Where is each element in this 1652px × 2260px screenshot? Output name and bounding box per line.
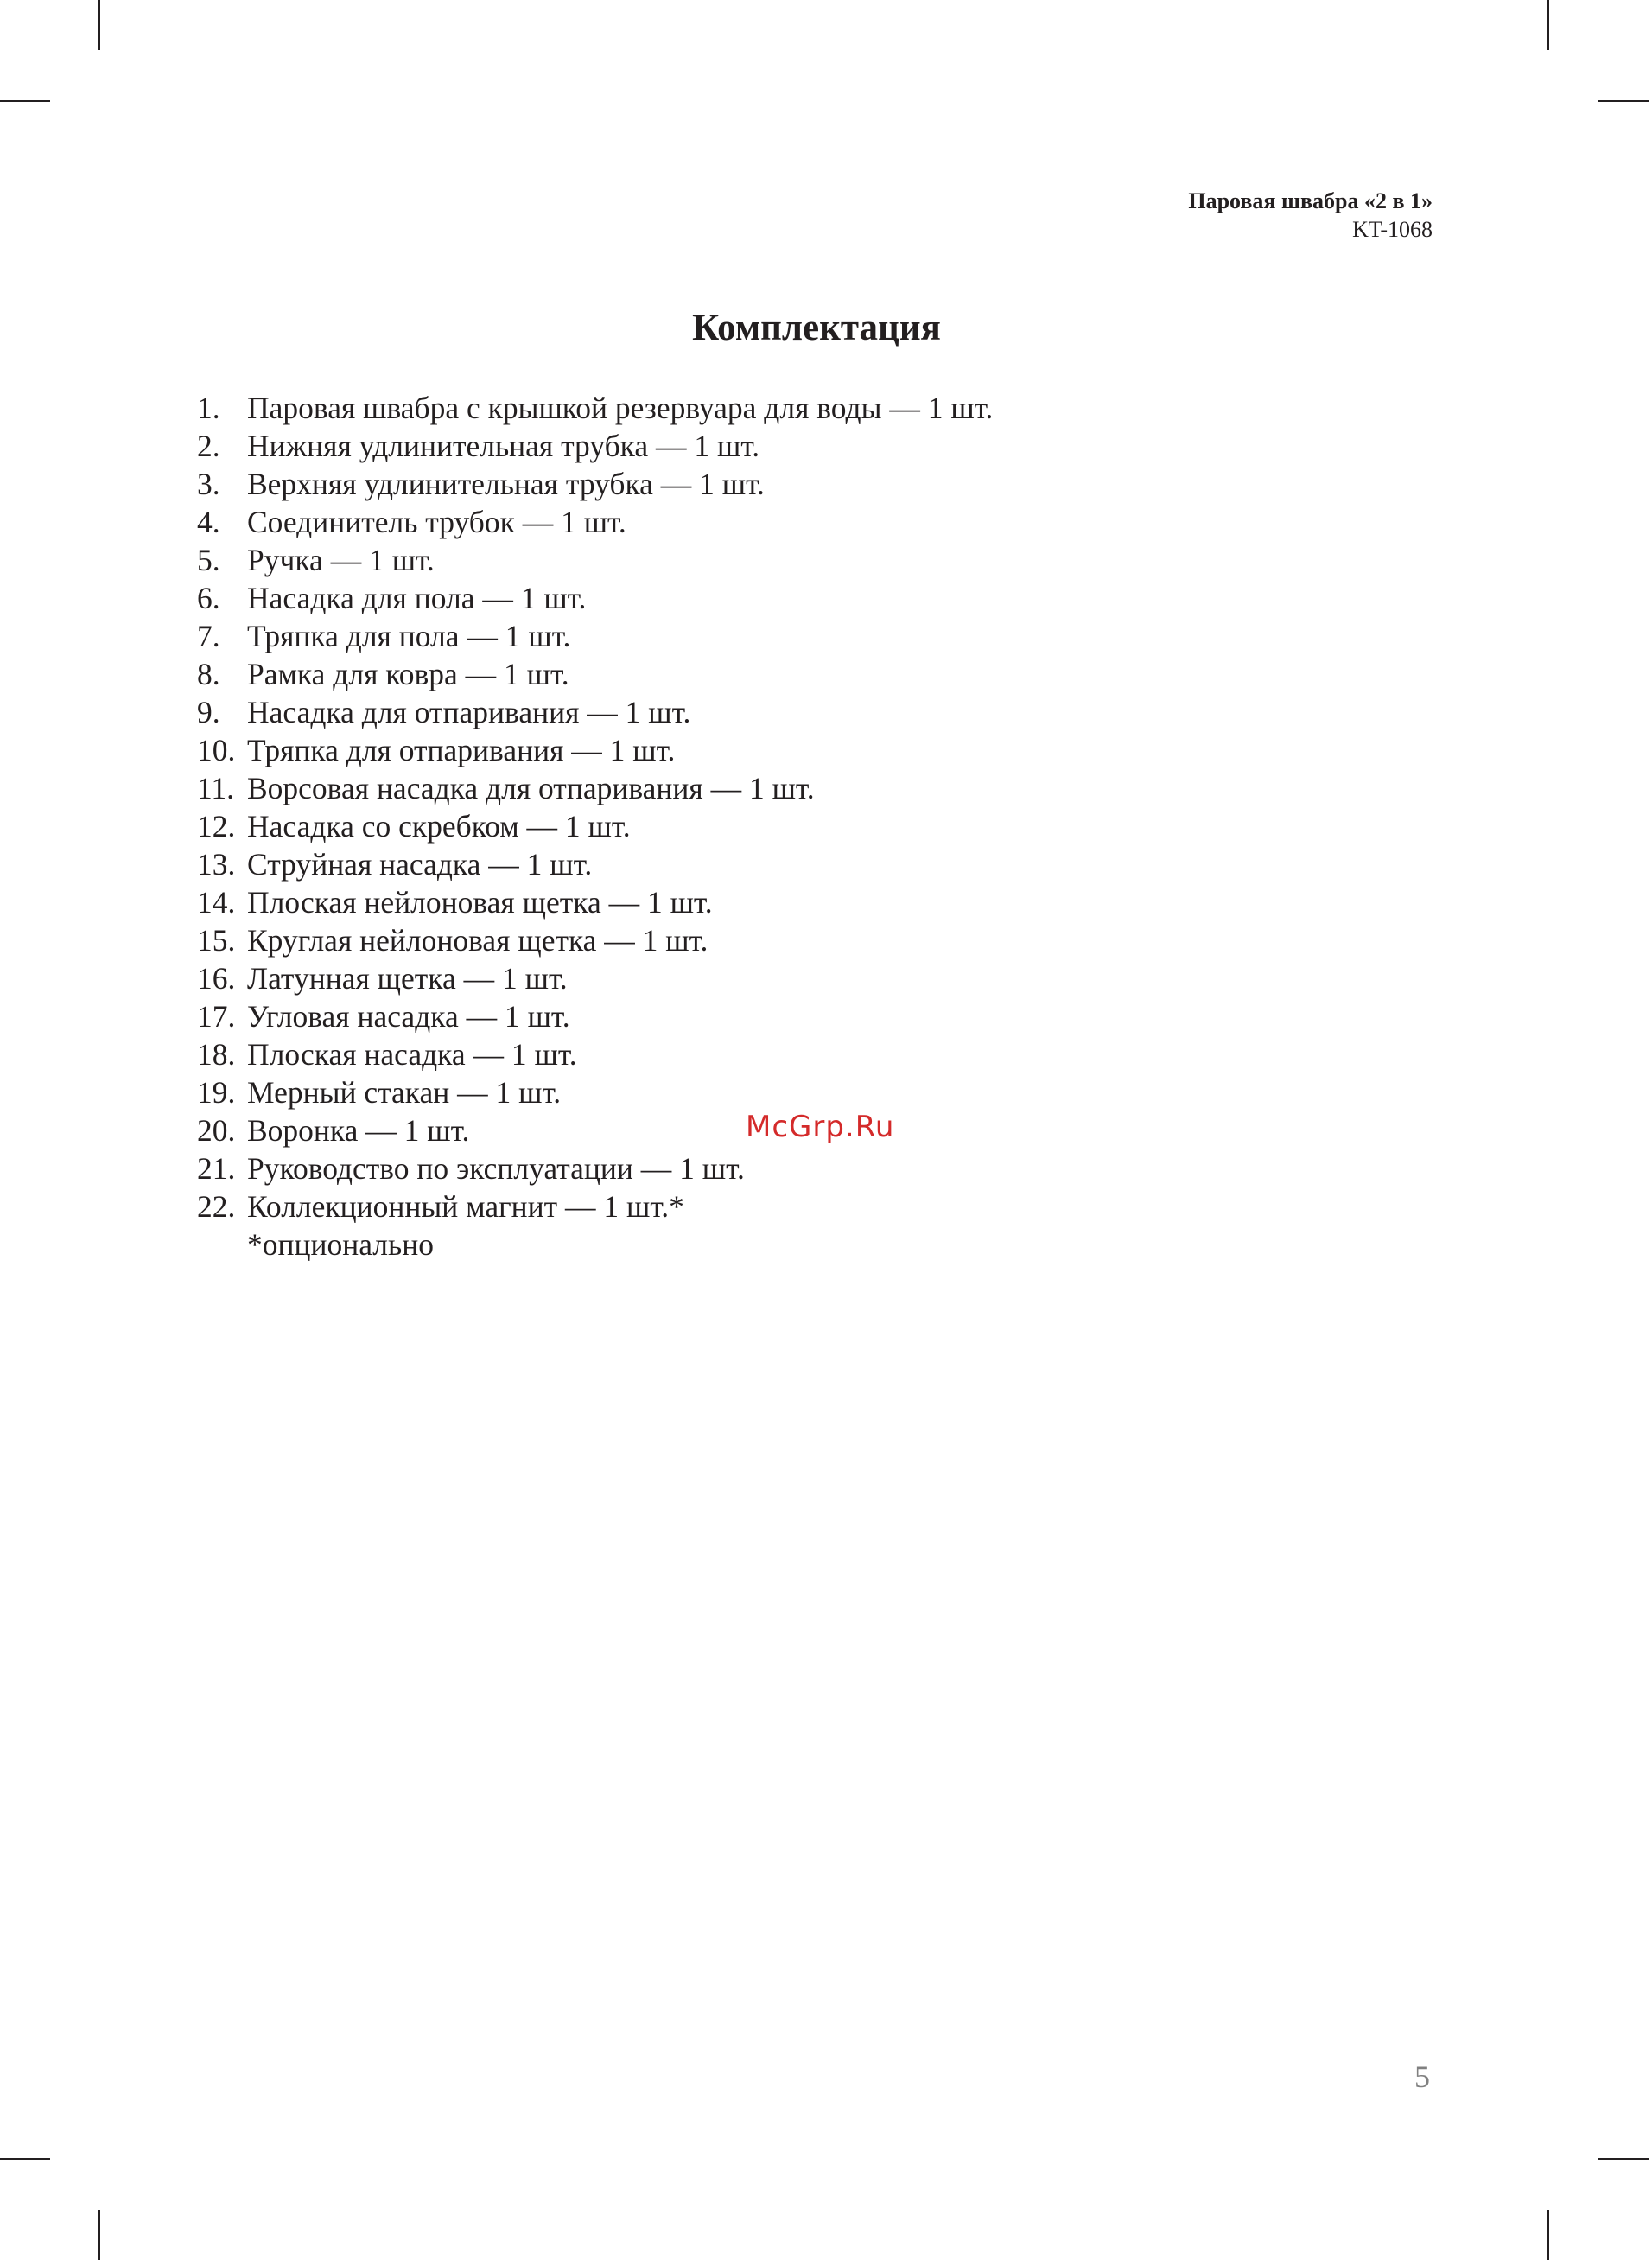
list-item-text: Нижняя удлинительная трубка — 1 шт. bbox=[247, 429, 760, 463]
list-item-number: 13. bbox=[197, 847, 236, 882]
list-item-number: 11. bbox=[197, 771, 235, 805]
list-item bbox=[197, 921, 993, 959]
list-item bbox=[197, 617, 993, 655]
list-item bbox=[197, 1149, 993, 1187]
list-item bbox=[197, 1073, 993, 1111]
crop-mark bbox=[1598, 100, 1649, 102]
crop-mark bbox=[98, 2210, 100, 2260]
list-item bbox=[197, 1035, 993, 1073]
crop-mark bbox=[98, 0, 100, 50]
list-item-number: 12. bbox=[197, 809, 236, 844]
list-item-number: 20. bbox=[197, 1113, 236, 1148]
crop-mark bbox=[1547, 0, 1549, 50]
list-item-text: Угловая насадка — 1 шт. bbox=[247, 999, 570, 1034]
list-item bbox=[197, 731, 993, 769]
running-header bbox=[1188, 187, 1433, 244]
list-item-number: 7. bbox=[197, 619, 220, 653]
list-item bbox=[197, 997, 993, 1035]
footnote: *опционально bbox=[247, 1227, 434, 1262]
list-item-number: 3. bbox=[197, 467, 220, 501]
watermark: McGrp.Ru bbox=[746, 1110, 895, 1144]
list-item bbox=[197, 883, 993, 921]
header-model: KT-1068 bbox=[1352, 217, 1433, 242]
list-item bbox=[197, 389, 993, 427]
list-item-number: 9. bbox=[197, 695, 220, 729]
list-item-text: Насадка со скребком — 1 шт. bbox=[247, 809, 631, 844]
list-item-number: 15. bbox=[197, 923, 236, 958]
list-item bbox=[197, 769, 993, 807]
page-number: 5 bbox=[1414, 2059, 1430, 2094]
list-item-text: Воронка — 1 шт. bbox=[247, 1113, 470, 1148]
list-item-number: 8. bbox=[197, 657, 220, 691]
list-item-text: Мерный стакан — 1 шт. bbox=[247, 1075, 562, 1110]
list-item-text: Соединитель трубок — 1 шт. bbox=[247, 505, 626, 539]
list-item bbox=[197, 579, 993, 617]
crop-mark bbox=[1547, 2210, 1549, 2260]
list-item bbox=[197, 465, 993, 503]
list-item-text: Плоская нейлоновая щетка — 1 шт. bbox=[247, 885, 713, 920]
list-item-text: Паровая швабра с крышкой резервуара для воды — 1 шт. bbox=[247, 391, 994, 425]
list-item-number: 16. bbox=[197, 961, 236, 996]
list-item-number: 1. bbox=[197, 391, 220, 425]
list-item bbox=[197, 807, 993, 845]
list-item-number: 17. bbox=[197, 999, 236, 1034]
list-item-number: 4. bbox=[197, 505, 220, 539]
crop-mark bbox=[1598, 2158, 1649, 2160]
list-item-text: Плоская насадка — 1 шт. bbox=[247, 1037, 577, 1072]
list-item-number: 19. bbox=[197, 1075, 236, 1110]
contents-list bbox=[197, 389, 993, 1225]
list-item-text: Ворсовая насадка для отпаривания — 1 шт. bbox=[247, 771, 815, 805]
list-item bbox=[197, 427, 993, 465]
list-item-number: 6. bbox=[197, 581, 220, 615]
list-item-text: Струйная насадка — 1 шт. bbox=[247, 847, 593, 882]
list-item bbox=[197, 959, 993, 997]
list-item-number: 10. bbox=[197, 733, 236, 767]
list-item-number: 21. bbox=[197, 1151, 236, 1186]
list-item-text: Руководство по эксплуатации — 1 шт. bbox=[247, 1151, 745, 1186]
crop-mark bbox=[0, 100, 50, 102]
header-product-name: Паровая швабра «2 в 1» bbox=[1188, 188, 1433, 213]
list-item-number: 14. bbox=[197, 885, 236, 920]
list-item-text: Насадка для пола — 1 шт. bbox=[247, 581, 587, 615]
list-item-number: 18. bbox=[197, 1037, 236, 1072]
list-item bbox=[197, 1187, 993, 1225]
list-item bbox=[197, 693, 993, 731]
list-item-text: Верхняя удлинительная трубка — 1 шт. bbox=[247, 467, 765, 501]
list-item-text: Ручка — 1 шт. bbox=[247, 543, 435, 577]
list-item-text: Тряпка для пола — 1 шт. bbox=[247, 619, 571, 653]
list-item-text: Тряпка для отпаривания — 1 шт. bbox=[247, 733, 676, 767]
list-item-text: Коллекционный магнит — 1 шт.* bbox=[247, 1189, 684, 1224]
list-item-text: Круглая нейлоновая щетка — 1 шт. bbox=[247, 923, 708, 958]
list-item-number: 22. bbox=[197, 1189, 236, 1224]
list-item-text: Латунная щетка — 1 шт. bbox=[247, 961, 568, 996]
list-item-number: 2. bbox=[197, 429, 220, 463]
list-item bbox=[197, 503, 993, 541]
list-item-number: 5. bbox=[197, 543, 220, 577]
page-title: Комплектация bbox=[692, 308, 941, 348]
list-item-text: Рамка для ковра — 1 шт. bbox=[247, 657, 569, 691]
crop-mark bbox=[0, 2158, 50, 2160]
list-item bbox=[197, 541, 993, 579]
list-item-text: Насадка для отпаривания — 1 шт. bbox=[247, 695, 691, 729]
list-item bbox=[197, 845, 993, 883]
list-item bbox=[197, 655, 993, 693]
